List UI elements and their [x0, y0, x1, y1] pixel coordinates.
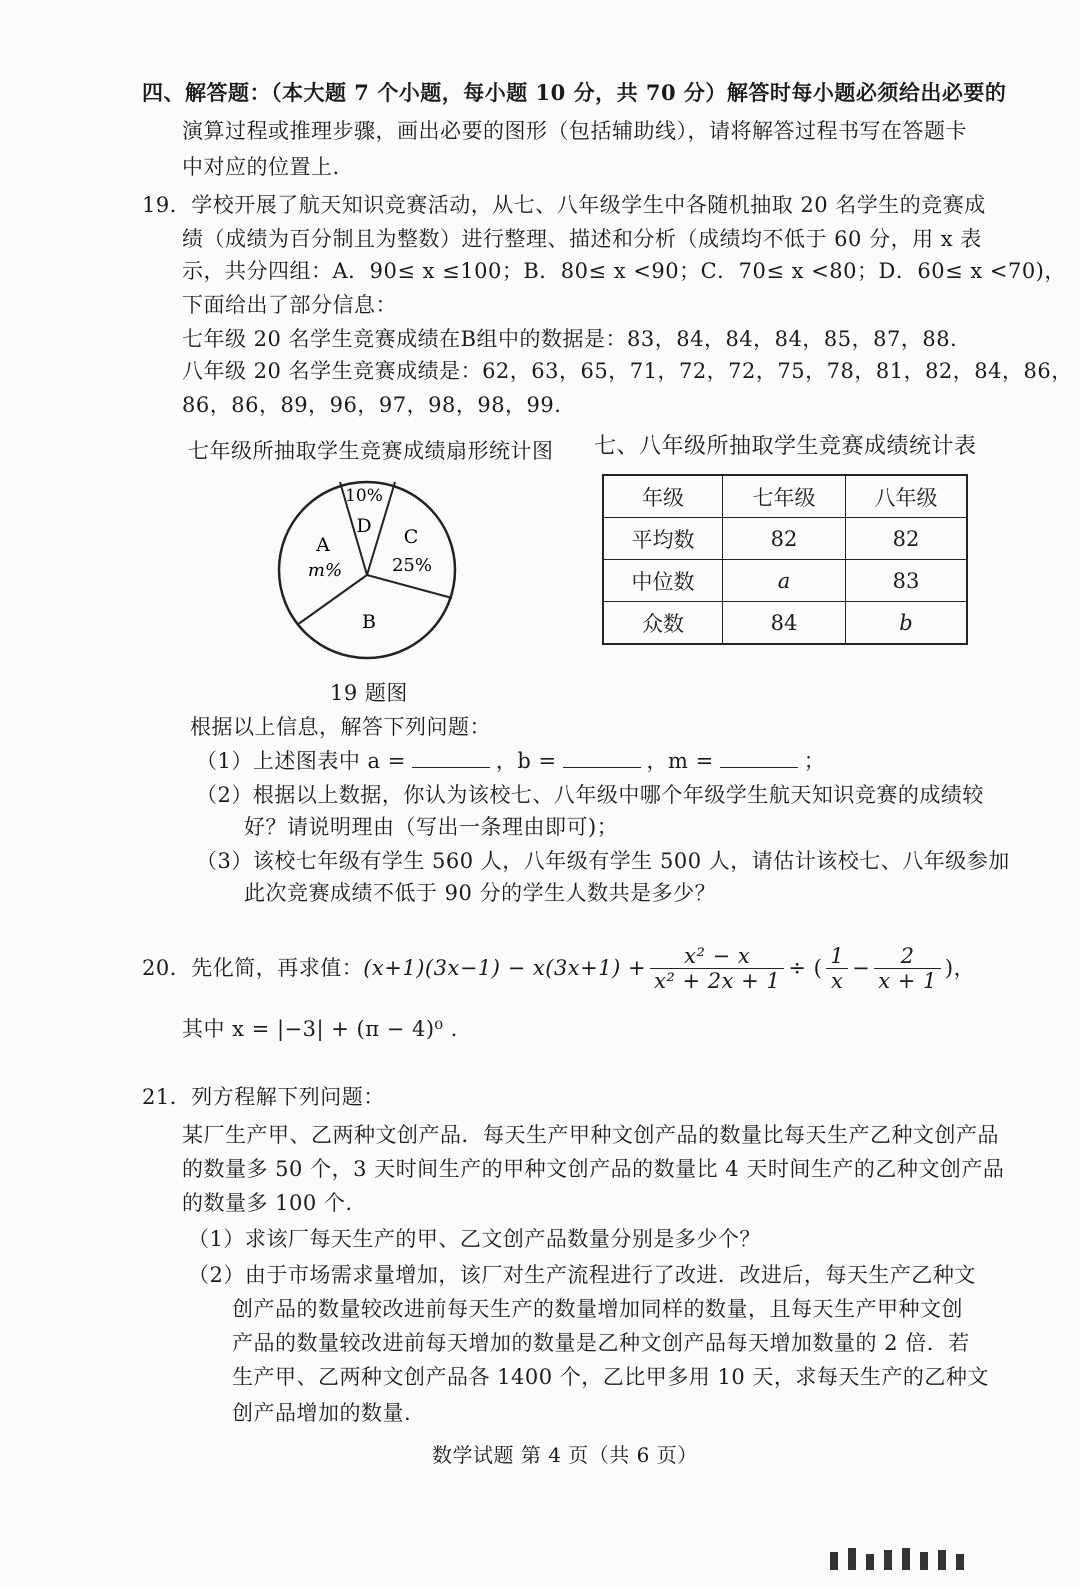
pie-divider-b-a: [297, 575, 367, 625]
q20-expr-start: (x+1)(3x−1) − x(3x+1) +: [363, 956, 647, 980]
q21-part2-line4: 生产甲、乙两种文创产品各 1400 个，乙比甲多用 10 天，求每天生产的乙种文: [232, 1365, 989, 1389]
q19-part1: [196, 746, 825, 776]
q19-part1-end: ；: [803, 749, 826, 773]
q21-part2-line3: 产品的数量较改进前每天增加的数量是乙种文创产品每天增加数量的 2 倍．若: [232, 1331, 970, 1355]
slice-c-label: C: [403, 526, 419, 548]
q20-frac3-den: x + 1: [878, 968, 937, 993]
page-footer: 数学试题 第 4 页（共 6 页）: [432, 1443, 698, 1467]
stats-table: [602, 474, 968, 645]
pie-divider-c-b: [367, 575, 452, 598]
table-header-cell: 八年级: [846, 475, 968, 518]
q19-part1-m-label: ，m =: [646, 749, 714, 773]
q20-lead: 20．先化简，再求值：: [142, 956, 364, 980]
table-row: [603, 560, 967, 602]
stats-table-title: 七、八年级所抽取学生竞赛成绩统计表: [594, 434, 977, 459]
table-cell: a: [723, 560, 846, 602]
q19-line3: 示，共分四组：A．90≤ x ≤100；B．80≤ x <90；C．70≤ x <80；D．60≤ x <70)，: [182, 259, 1066, 283]
table-cell: 82: [846, 518, 968, 560]
q19-part2-line2: 好？请说明理由（写出一条理由即可)；: [244, 815, 619, 839]
q19-part1-b-label: ，b =: [495, 749, 557, 773]
table-cell: 中位数: [603, 560, 723, 602]
section-instructions-line3: 中对应的位置上.: [182, 155, 340, 179]
q20-frac2-num: 1: [826, 944, 848, 969]
q21-line4: 的数量多 100 个.: [182, 1191, 353, 1215]
q20-frac1-den: x² + 2x + 1: [654, 968, 781, 993]
pie-chart: [267, 470, 467, 670]
q19-grade8-data: 八年级 20 名学生竞赛成绩是：62，63，65，71，72，72，75，78，81，82，84，86，: [182, 359, 1073, 383]
q20-expression: [142, 940, 975, 996]
q19-part2-line1: （2）根据以上数据，你认为该校七、八年级中哪个年级学生航天知识竞赛的成绩较: [196, 783, 984, 807]
section-heading: [142, 78, 1006, 108]
q19-part3-line1: （3）该校七年级有学生 560 人，八年级有学生 500 人，请估计该校七、八年级参加: [196, 849, 1010, 873]
q20-fraction-2: [826, 944, 848, 993]
q20-minus: −: [852, 956, 871, 980]
slice-d-label: D: [356, 515, 372, 537]
answer-blank-a: [412, 749, 490, 768]
q19-line2: 绩（成绩为百分制且为整数）进行整理、描述和分析（成绩均不低于 60 分，用 x 表: [182, 227, 982, 251]
table-row: [603, 518, 967, 560]
scan-marks: [830, 1540, 964, 1570]
q20-where: 其中 x = |−3| + (π − 4)⁰ .: [182, 1017, 458, 1041]
q21-part2-line1: （2）由于市场需求量增加，该厂对生产流程进行了改进．改进后，每天生产乙种文: [188, 1263, 976, 1287]
q21-part2-line5: 创产品增加的数量.: [232, 1401, 412, 1425]
q20-frac1-num: x² − x: [650, 944, 784, 969]
q19-prompt: 根据以上信息，解答下列问题：: [190, 715, 491, 739]
pie-chart-title: 七年级所抽取学生竞赛成绩扇形统计图: [188, 439, 554, 463]
q20-frac3-num: 2: [874, 944, 941, 969]
q19-part1-a-label: （1）上述图表中 a =: [196, 749, 406, 773]
q21-part2-line2: 创产品的数量较改进前每天生产的数量增加同样的数量，且每天生产甲种文创: [232, 1297, 963, 1321]
q19-line1: 19．学校开展了航天知识竞赛活动，从七、八年级学生中各随机抽取 20 名学生的竞赛成: [142, 193, 986, 217]
slice-c-percent: 25%: [391, 555, 433, 576]
table-cell: 83: [846, 560, 968, 602]
table-row: [603, 602, 967, 645]
table-header-row: [603, 475, 967, 518]
answer-blank-b: [563, 749, 641, 768]
q20-fraction-1: [650, 944, 784, 993]
q21-line2: 某厂生产甲、乙两种文创产品．每天生产甲种文创产品的数量比每天生产乙种文创产品: [182, 1123, 999, 1147]
q19-grade8-data-cont: 86，86，89，96，97，98，98，99.: [182, 393, 562, 417]
table-cell: 平均数: [603, 518, 723, 560]
q20-close: )，: [944, 956, 976, 980]
q20-fraction-3: [874, 944, 941, 993]
q19-part3-line2: 此次竞赛成绩不低于 90 分的学生人数共是多少？: [244, 881, 717, 905]
table-cell: 84: [723, 602, 846, 645]
q20-frac2-den: x: [831, 968, 844, 993]
section-instructions-line2: 演算过程或推理步骤，画出必要的图形（包括辅助线），请将解答过程书写在答题卡: [182, 119, 967, 143]
q19-line4: 下面给出了部分信息：: [182, 293, 397, 317]
slice-d-percent: 10%: [345, 486, 383, 506]
q21-line3: 的数量多 50 个，3 天时间生产的甲种文创产品的数量比 4 天时间生产的乙种文创产品: [182, 1157, 1005, 1181]
slice-a-percent: m%: [307, 560, 343, 581]
q20-div: ÷ (: [788, 956, 823, 980]
table-cell: 82: [723, 518, 846, 560]
slice-b-label: B: [362, 611, 376, 633]
slice-a-label: A: [316, 534, 330, 556]
q21-part1: （1）求该厂每天生产的甲、乙文创产品数量分别是多少个？: [188, 1227, 761, 1251]
section-heading-line1: 四、解答题：（本大题 7 个小题，每小题 10 分，共 70 分）解答时每小题必须给出必要的: [142, 80, 1007, 105]
answer-blank-m: [720, 749, 798, 768]
figure-caption: 19 题图: [330, 681, 408, 705]
table-header-cell: 七年级: [723, 475, 846, 518]
table-cell: b: [846, 602, 968, 645]
q21-line1: 21．列方程解下列问题：: [142, 1085, 385, 1109]
table-cell: 众数: [603, 602, 723, 645]
q19-grade7-data: 七年级 20 名学生竞赛成绩在B组中的数据是：83，84，84，84，85，87，88.: [182, 327, 958, 351]
table-header-cell: 年级: [603, 475, 723, 518]
